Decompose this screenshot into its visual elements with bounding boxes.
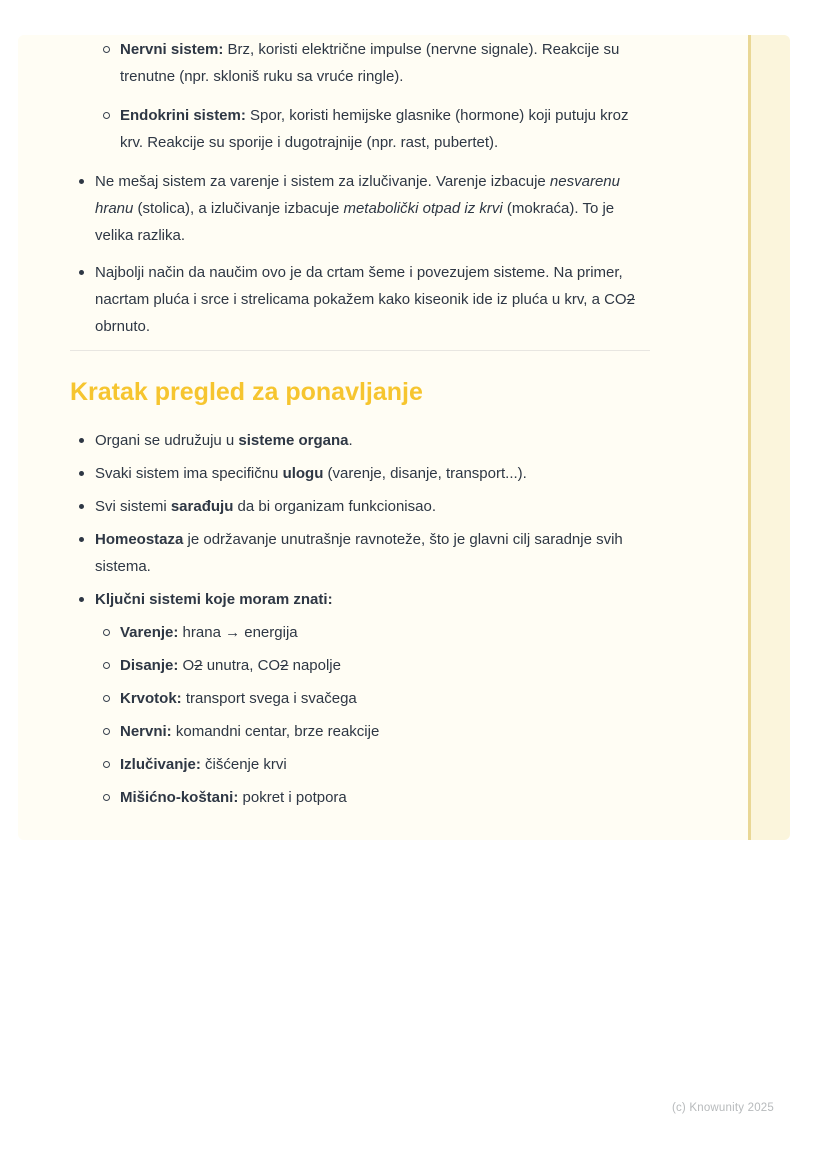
list-item (70, 586, 650, 613)
key-systems-sublist (70, 619, 650, 811)
list-item (70, 460, 650, 487)
circle-bullet-icon (103, 794, 110, 801)
circle-bullet-icon (103, 662, 110, 669)
list-item (70, 427, 650, 454)
list-item (70, 526, 650, 580)
circle-bullet-icon (103, 629, 110, 636)
system-comparison-sublist (70, 36, 650, 156)
circle-bullet-icon (103, 46, 110, 53)
list-item-text: Izlučivanje: čišćenje krvi (120, 756, 287, 773)
list-item (70, 784, 650, 811)
list-item-text: Svaki sistem ima specifičnu ulogu (varenje, disanje, transport...). (95, 465, 527, 482)
disc-bullet-icon (79, 471, 84, 476)
list-item (70, 718, 650, 745)
list-item-text: Ključni sistemi koje moram znati: (95, 591, 333, 608)
list-item-text: Organi se udružuju u sisteme organa. (95, 432, 353, 449)
list-item-text: Najbolji način da naučim ovo je da crtam šeme i povezujem sisteme. Na primer, nacrtam pluća i srce i strelicama pokažem kako kiseonik ide iz pluća u krv, a CO2 obrnuto. (95, 264, 635, 335)
list-item-text: Nervni sistem: Brz, koristi električne impulse (nervne signale). Reakcije su trenutne (npr. skloniš ruku sa vruće ringle). (120, 41, 620, 85)
circle-bullet-icon (103, 728, 110, 735)
disc-bullet-icon (79, 179, 84, 184)
disc-bullet-icon (79, 270, 84, 275)
disc-bullet-icon (79, 504, 84, 509)
disc-bullet-icon (79, 537, 84, 542)
disc-bullet-icon (79, 597, 84, 602)
card-accent-stripe (748, 35, 790, 840)
page-content (70, 0, 650, 817)
list-item-text: Krvotok: transport svega i svačega (120, 690, 357, 707)
circle-bullet-icon (103, 761, 110, 768)
list-item (70, 259, 650, 340)
circle-bullet-icon (103, 112, 110, 119)
list-item-text: Ne mešaj sistem za varenje i sistem za izlučivanje. Varenje izbacuje nesvarenu hranu (stolica), a izlučivanje izbacuje metabolički otpad iz krvi (mokraća). To je velika razlika. (95, 173, 620, 244)
section-heading: Kratak pregled za ponavljanje (70, 378, 423, 406)
circle-bullet-icon (103, 695, 110, 702)
list-item (70, 36, 650, 90)
list-item (70, 652, 650, 679)
section-divider (70, 350, 650, 351)
list-item (70, 493, 650, 520)
list-item-text: Varenje: hrana → energija (120, 624, 298, 641)
list-item (70, 619, 650, 646)
list-item-text: Endokrini sistem: Spor, koristi hemijske glasnike (hormone) koji putuju kroz krv. Reakcije su sporije i dugotrajnije (npr. rast, pubertet). (120, 107, 629, 151)
review-summary-list (70, 427, 650, 613)
list-item-text: Nervni: komandni centar, brze reakcije (120, 723, 380, 740)
list-item (70, 168, 650, 249)
list-item-text: Svi sistemi sarađuju da bi organizam funkcionisao. (95, 498, 436, 515)
study-notes-list (70, 168, 650, 340)
copyright-footer: (c) Knowunity 2025 (671, 1102, 774, 1114)
disc-bullet-icon (79, 438, 84, 443)
list-item-text: Mišićno-koštani: pokret i potpora (120, 789, 347, 806)
list-item-text: Homeostaza je održavanje unutrašnje ravnoteže, što je glavni cilj saradnje svih sistema. (95, 531, 623, 575)
list-item (70, 102, 650, 156)
list-item (70, 685, 650, 712)
list-item-text: Disanje: O2 unutra, CO2 napolje (120, 657, 341, 674)
list-item (70, 751, 650, 778)
